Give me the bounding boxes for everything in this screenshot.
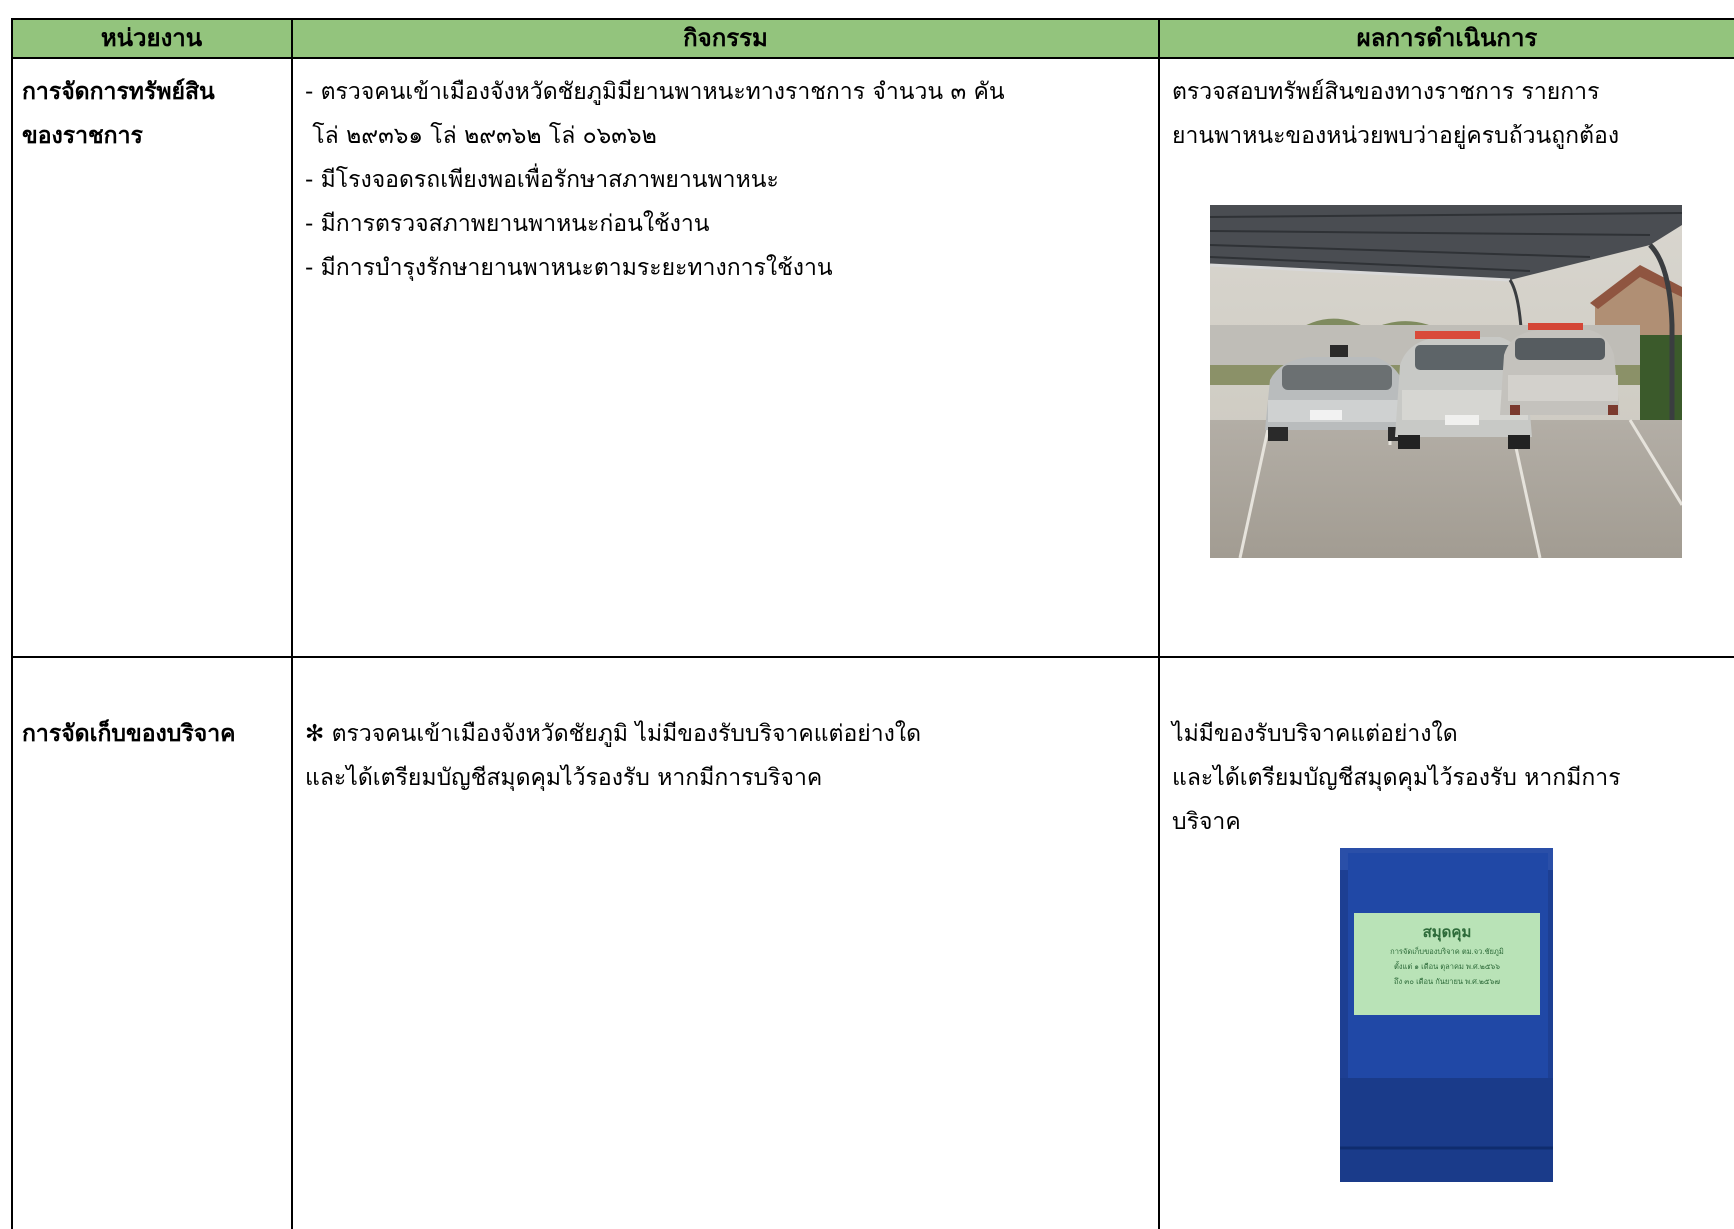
row1-activity <box>305 70 1005 290</box>
row1-unit-line: ของราชการ <box>22 123 143 149</box>
header-divider <box>12 57 1734 59</box>
row-divider <box>12 656 1734 658</box>
row1-activity-line: - มีการบำรุงรักษายานพาหนะตามระยะทางการใช้งาน <box>305 255 833 281</box>
row2-result-line: ไม่มีของรับบริจาคแต่อย่างใด <box>1172 721 1458 747</box>
binder-label-line: การจัดเก็บของบริจาค ตม.จว.ชัยภูมิ <box>1390 947 1504 956</box>
row1-activity-line: - มีโรงจอดรถเพียงพอเพื่อรักษาสภาพยานพาหนะ <box>305 167 779 193</box>
column-divider-1 <box>291 18 293 1229</box>
row2-result <box>1172 712 1621 844</box>
table-border-left <box>11 18 13 1229</box>
header-result: ผลการดำเนินการ <box>1356 24 1538 52</box>
row1-unit-line: การจัดการทรัพย์สิน <box>22 79 215 105</box>
row2-activity <box>305 712 921 800</box>
row1-unit <box>22 70 215 158</box>
carport-photo <box>1210 205 1682 558</box>
row1-result <box>1172 70 1619 158</box>
row1-activity-line: - มีการตรวจสภาพยานพาหนะก่อนใช้งาน <box>305 211 710 237</box>
column-divider-2 <box>1158 18 1160 1229</box>
row2-unit <box>22 712 236 756</box>
binder-label-line: ตั้งแต่ ๑ เดือน ตุลาคม พ.ศ.๒๕๖๖ <box>1393 962 1501 971</box>
row2-activity-line: และได้เตรียมบัญชีสมุดคุมไว้รองรับ หากมีการบริจาค <box>305 765 823 791</box>
binder-photo <box>1340 848 1553 1182</box>
binder-label <box>1354 922 1540 989</box>
binder-label-title: สมุดคุม <box>1422 924 1472 941</box>
row2-result-line: บริจาค <box>1172 809 1241 835</box>
row2-result-line: และได้เตรียมบัญชีสมุดคุมไว้รองรับ หากมีการ <box>1172 765 1621 791</box>
row1-result-line: ตรวจสอบทรัพย์สินของทางราชการ รายการ <box>1172 79 1600 105</box>
header-activity: กิจกรรม <box>683 24 768 52</box>
row1-activity-line: โล่ ๒๙๓๖๑ โล่ ๒๙๓๖๒ โล่ ๐๖๓๖๒ <box>305 123 657 149</box>
row2-activity-line: ✻ ตรวจคนเข้าเมืองจังหวัดชัยภูมิ ไม่มีของรับบริจาคแต่อย่างใด <box>305 721 922 747</box>
row2-unit-line: การจัดเก็บของบริจาค <box>22 721 236 747</box>
binder-label-line: ถึง ๓๐ เดือน กันยายน พ.ศ.๒๕๖๗ <box>1394 977 1500 986</box>
row1-result-line: ยานพาหนะของหน่วยพบว่าอยู่ครบถ้วนถูกต้อง <box>1172 123 1620 149</box>
header-unit: หน่วยงาน <box>100 24 203 52</box>
row1-activity-line: - ตรวจคนเข้าเมืองจังหวัดชัยภูมิมียานพาหนะทางราชการ จำนวน ๓ คัน <box>305 79 1005 105</box>
